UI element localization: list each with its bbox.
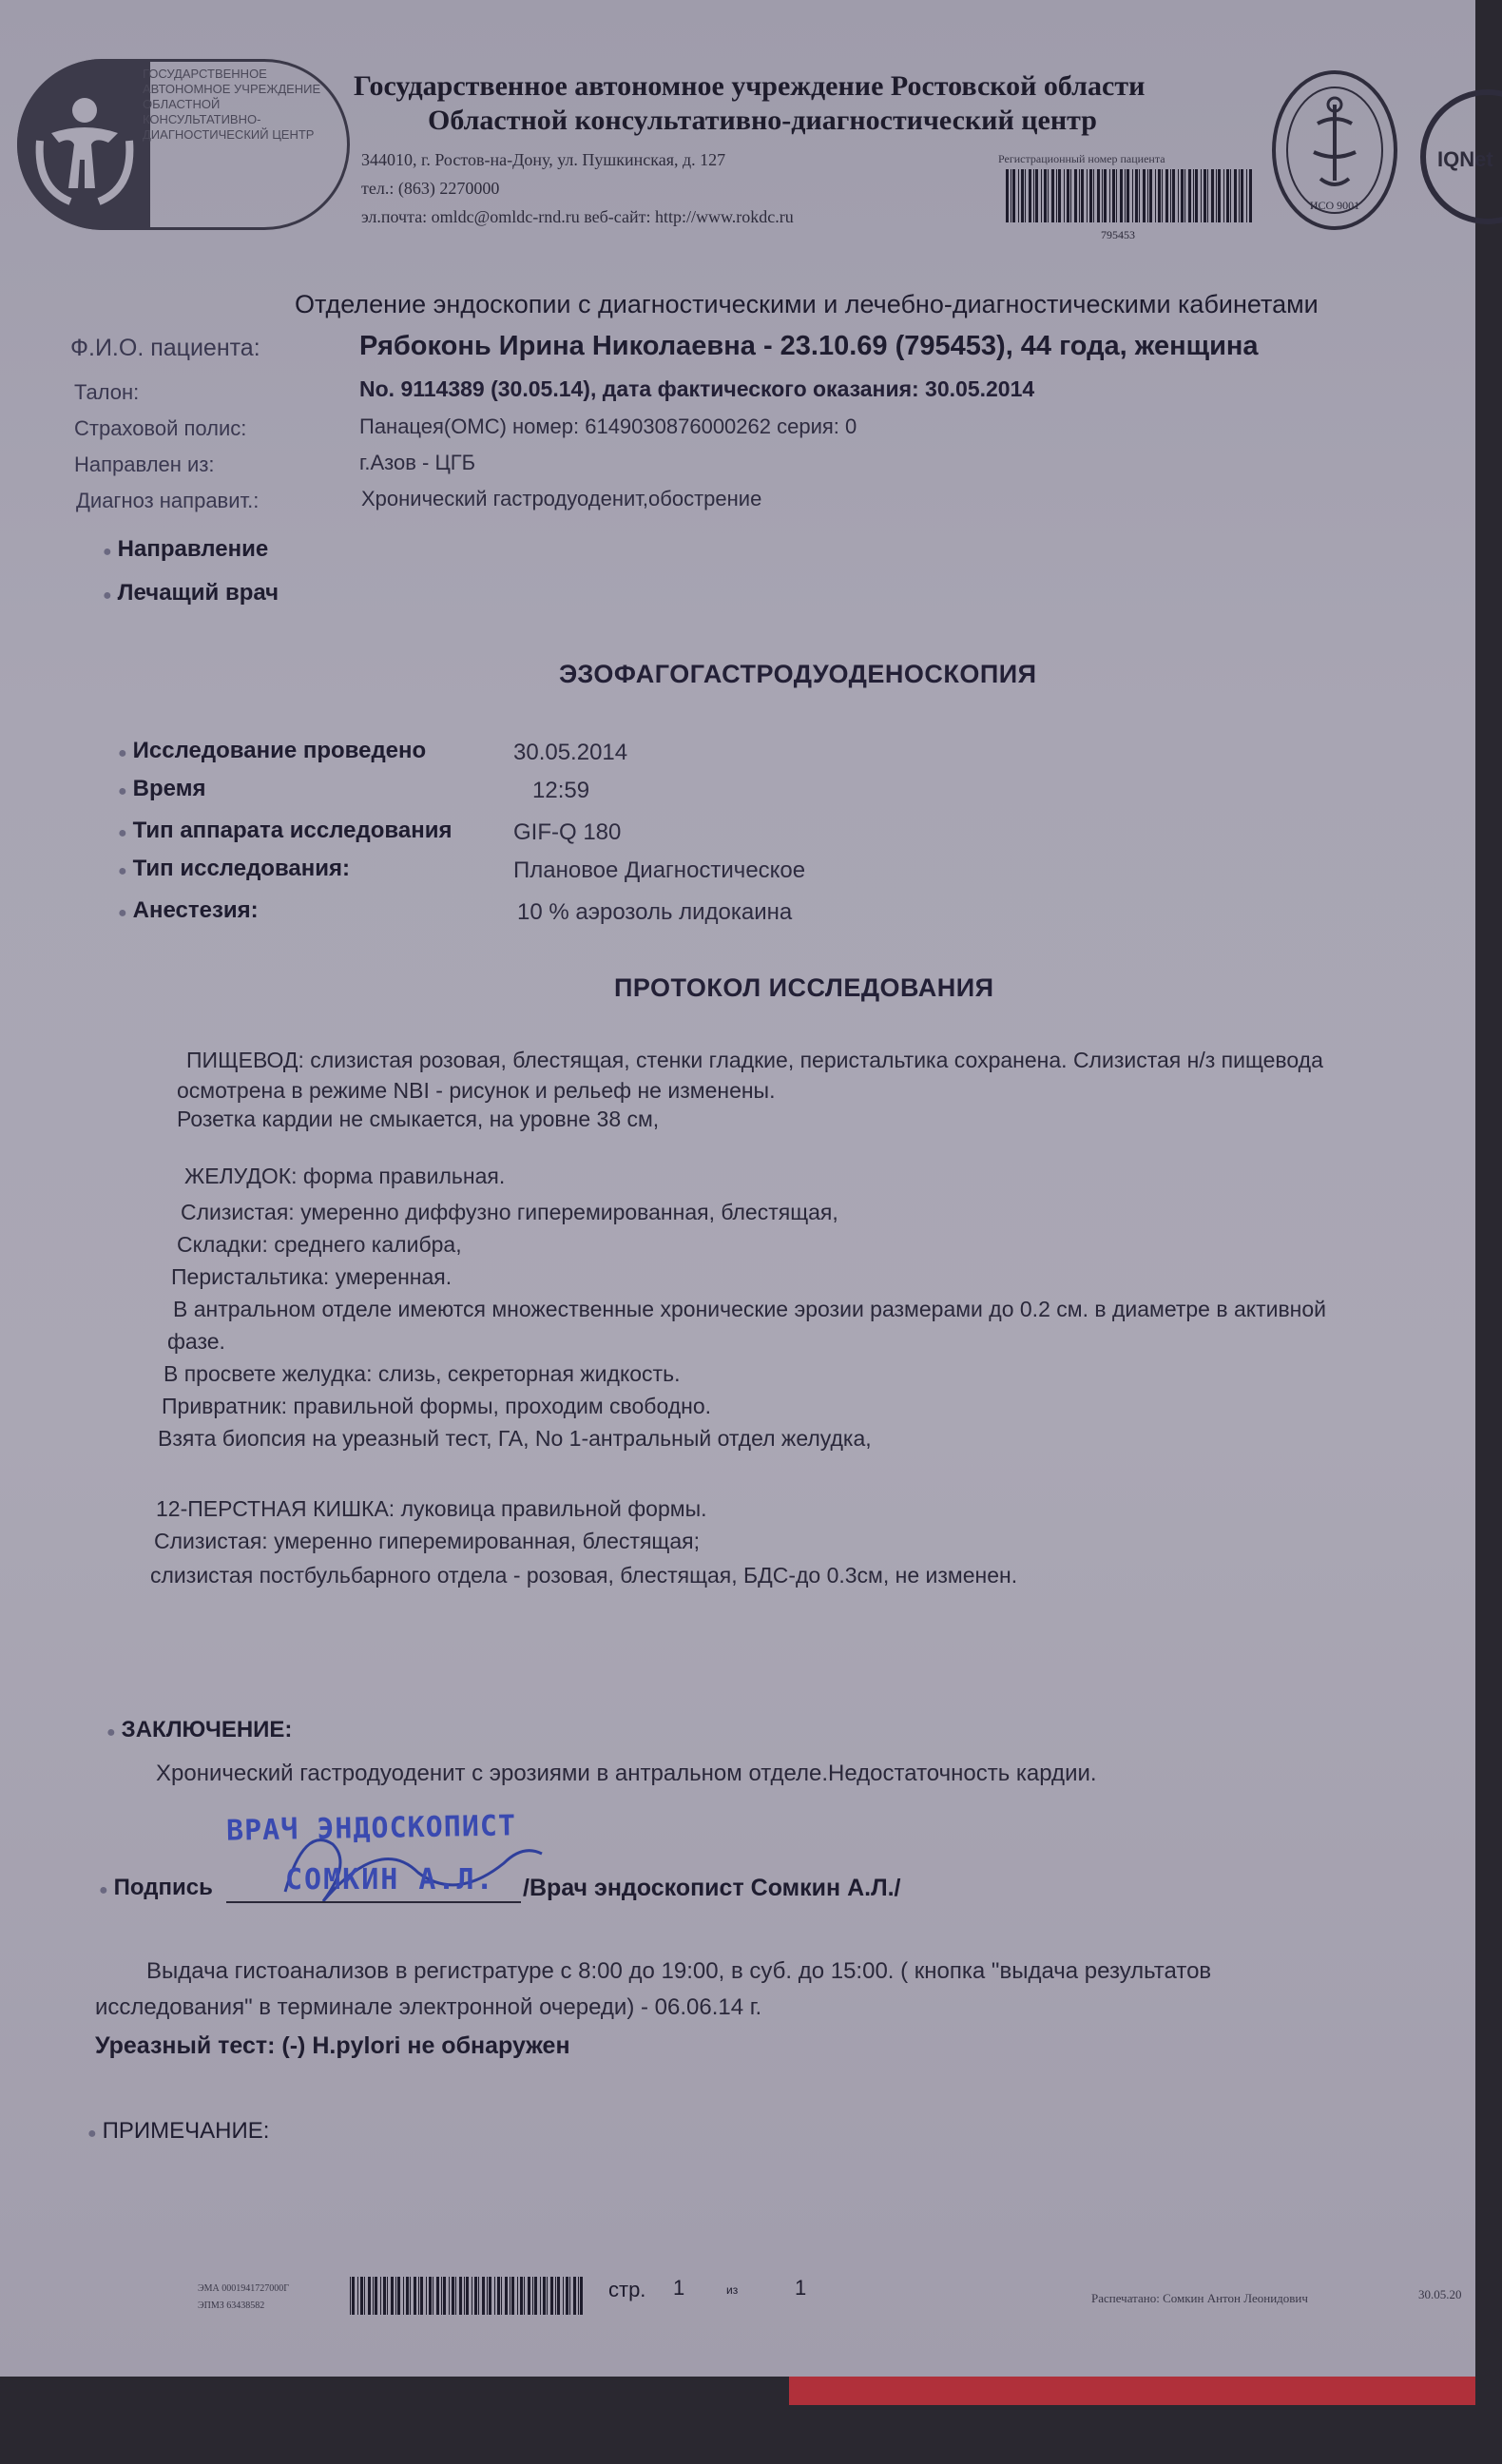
footer-code1: ЭМА 0001941727000Г <box>198 2283 289 2294</box>
results-line2: исследования" в терминале электронной очереди) - 06.06.14 г. <box>95 1994 762 2020</box>
exam-row-label: ● Время <box>118 776 206 801</box>
duodenum-line: слизистая постбульбарного отдела - розовая, блестящая, БДС-до 0.3см, не изменен. <box>150 1563 1018 1588</box>
ticket-label: Талон: <box>74 380 140 404</box>
doctor-stamp-title: ВРАЧ ЭНДОСКОПИСТ <box>225 1809 517 1848</box>
background-red-strip <box>789 2377 1475 2405</box>
diagnosis-value: Хронический гастродуоденит,обострение <box>361 487 762 510</box>
exam-row-value: GIF-Q 180 <box>513 819 622 845</box>
duodenum-line: Слизистая: умеренно гиперемированная, блестящая; <box>154 1529 700 1553</box>
esophagus-line: ПИЩЕВОД: слизистая розовая, блестящая, стенки гладкие, перистальтика сохранена. Слизистая н/з пищевода <box>186 1048 1323 1072</box>
barcode-icon <box>1006 169 1253 222</box>
printed-by: Распечатано: Сомкин Антон Леонидович <box>1091 2291 1308 2305</box>
exam-row-label: ● Тип исследования: <box>118 856 350 881</box>
stomach-line: ЖЕЛУДОК: форма правильная. <box>184 1164 506 1188</box>
reg-number: 795453 <box>1101 228 1135 241</box>
footer-barcode-icon <box>350 2277 583 2315</box>
stomach-line: Складки: среднего калибра, <box>177 1232 462 1257</box>
reg-number-label: Регистрационный номер пациента <box>998 152 1165 165</box>
footer-code2: ЭПМЗ 63438582 <box>198 2300 265 2311</box>
logo-text: ГОСУДАРСТВЕННОЕ АВТОНОМНОЕ УЧРЕЖДЕНИЕ ОБЛАСТНОЙ КОНСУЛЬТАТИВНО-ДИАГНОСТИЧЕСКИЙ ЦЕНТР <box>143 67 321 142</box>
urease-test-result: Уреазный тест: (-) H.pylori не обнаружен <box>95 2032 570 2059</box>
direction-label: ● Направление <box>103 536 269 562</box>
stomach-line: Перистальтика: умеренная. <box>171 1264 453 1289</box>
results-line1: Выдача гистоанализов в регистратуре с 8:00 до 19:00, в суб. до 15:00. ( кнопка "выдача результатов <box>146 1958 1212 1984</box>
org-contacts: эл.почта: omldc@omldc-rnd.ru веб-сайт: http://www.rokdc.ru <box>361 207 794 226</box>
stomach-line: фазе. <box>167 1329 225 1354</box>
ticket-value: No. 9114389 (30.05.14), дата фактического оказания: 30.05.2014 <box>359 376 1035 401</box>
note-label: ● ПРИМЕЧАНИЕ: <box>87 2118 270 2144</box>
stomach-line: Взята биопсия на уреазный тест, ГА, No 1-антральный отдел желудка, <box>158 1426 872 1451</box>
org-name-line1: Государственное автономное учреждение Ростовской области <box>354 70 1146 102</box>
protocol-title: ПРОТОКОЛ ИССЛЕДОВАНИЯ <box>614 973 994 1002</box>
stomach-line: Слизистая: умеренно диффузно гиперемированная, блестящая, <box>181 1200 838 1224</box>
attending-doctor-label: ● Лечащий врач <box>103 580 279 606</box>
referred-value: г.Азов - ЦГБ <box>359 451 476 474</box>
exam-row-value: 12:59 <box>532 778 590 803</box>
policy-label: Страховой полис: <box>74 416 247 440</box>
page-of-label: из <box>726 2283 739 2297</box>
duodenum-line: 12-ПЕРСТНАЯ КИШКА: луковица правильной формы. <box>156 1496 707 1521</box>
signature-label: ● Подпись <box>99 1875 213 1900</box>
org-phone: тел.: (863) 2270000 <box>361 179 500 198</box>
esophagus-line: осмотрена в режиме NBI - рисунок и рельеф не изменены. <box>177 1078 776 1103</box>
signature-text: /Врач эндоскопист Сомкин А.Л./ <box>523 1875 901 1901</box>
signature-line <box>226 1901 521 1903</box>
svg-text:IQNet: IQNet <box>1437 147 1493 171</box>
exam-row-value: Плановое Диагностическое <box>513 857 806 883</box>
exam-row-label: ● Анестезия: <box>118 897 259 923</box>
conclusion-label: ● ЗАКЛЮЧЕНИЕ: <box>106 1717 293 1742</box>
esophagus-line: Розетка кардии не смыкается, на уровне 38 см, <box>177 1107 660 1131</box>
stomach-line: В антральном отделе имеются множественные хронические эрозии размерами до 0.2 см. в диаметре в активной <box>173 1297 1327 1321</box>
exam-title: ЭЗОФАГОГАСТРОДУОДЕНОСКОПИЯ <box>559 660 1037 688</box>
stomach-line: В просвете желудка: слизь, секреторная жидкость. <box>164 1361 681 1386</box>
iqnet-cert-icon <box>1416 86 1502 228</box>
patient-name-label: Ф.И.О. пациента: <box>70 335 260 361</box>
diagnosis-label: Диагноз направит.: <box>76 489 260 512</box>
printed-date: 30.05.20 <box>1418 2287 1462 2301</box>
page-label: стр. <box>608 2278 646 2301</box>
exam-row-label: ● Тип аппарата исследования <box>118 818 453 843</box>
exam-row-label: ● Исследование проведено <box>118 738 427 763</box>
svg-text:ИСО 9001: ИСО 9001 <box>1309 199 1360 212</box>
policy-value: Панацея(ОМС) номер: 6149030876000262 серия: 0 <box>359 414 857 438</box>
family-logo-icon <box>32 84 137 207</box>
referred-label: Направлен из: <box>74 452 215 476</box>
iso-seal-icon <box>1268 67 1401 233</box>
doctor-stamp-name: СОМКИН А.Л. <box>285 1863 495 1896</box>
org-address: 344010, г. Ростов-на-Дону, ул. Пушкинская, д. 127 <box>361 150 726 169</box>
org-name-line2: Областной консультативно-диагностический центр <box>428 105 1097 136</box>
exam-row-value: 30.05.2014 <box>513 740 628 765</box>
conclusion-text: Хронический гастродуоденит с эрозиями в антральном отделе.Недостаточность кардии. <box>156 1761 1097 1786</box>
stomach-line: Привратник: правильной формы, проходим свободно. <box>162 1394 712 1418</box>
patient-name: Рябоконь Ирина Николаевна - 23.10.69 (795453), 44 года, женщина <box>359 331 1259 361</box>
exam-row-value: 10 % аэрозоль лидокаина <box>517 899 793 925</box>
department-title: Отделение эндоскопии с диагностическими и лечебно-диагностическими кабинетами <box>295 290 1319 318</box>
page-total: 1 <box>795 2276 807 2300</box>
page-number: 1 <box>673 2276 685 2300</box>
